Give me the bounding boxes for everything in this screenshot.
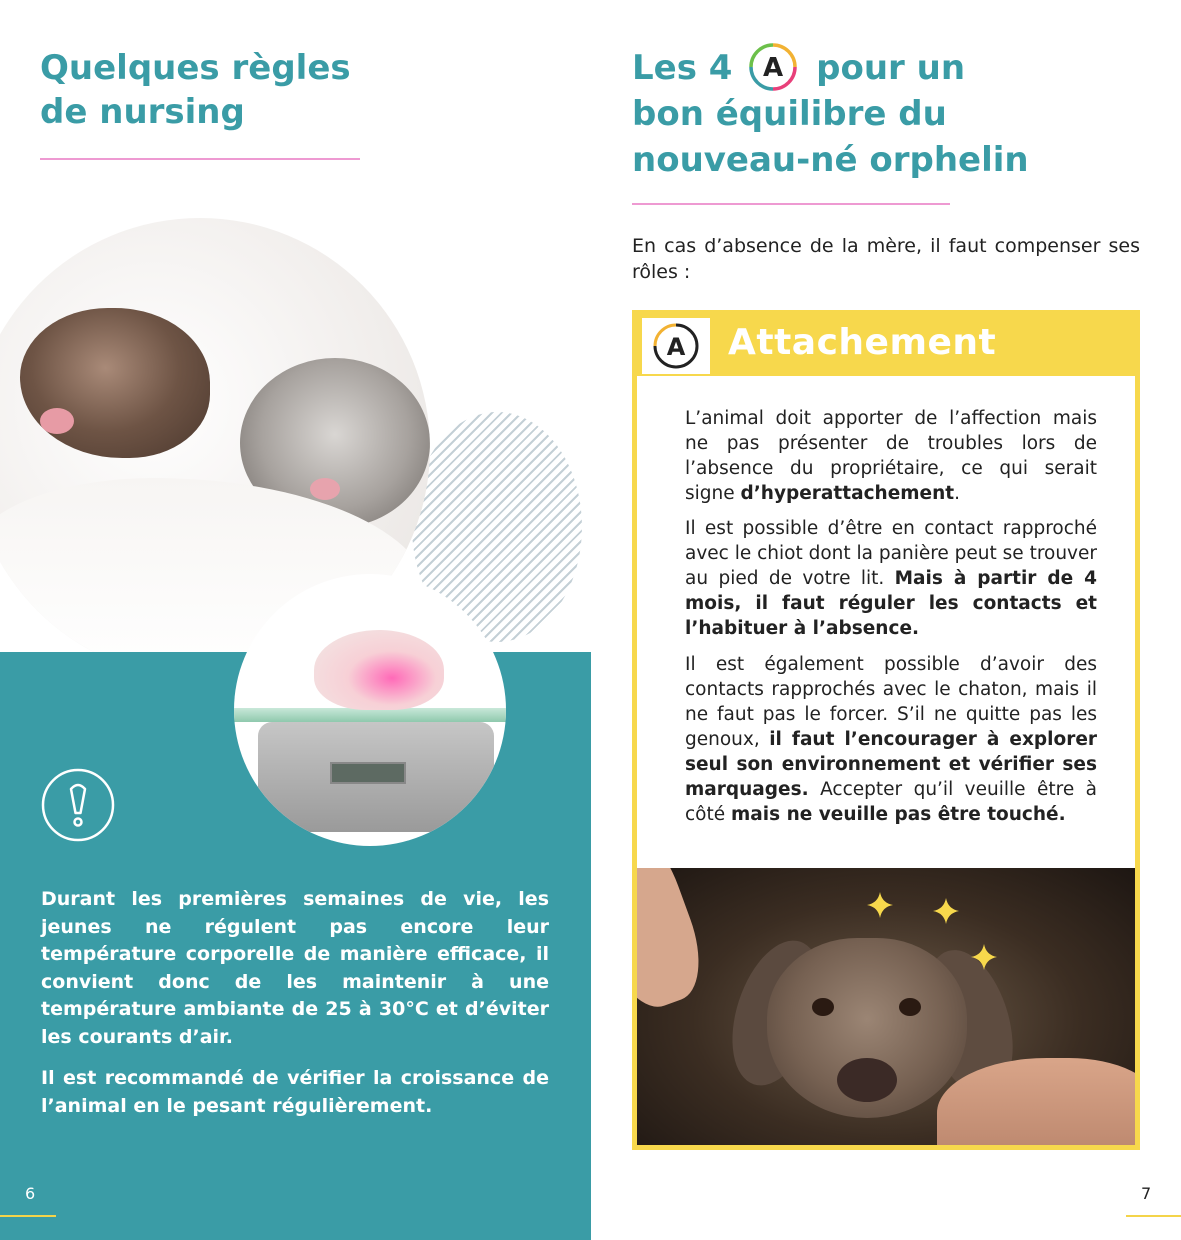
right-page-title: [632, 46, 1092, 184]
puppy-on-scale-photo: [234, 574, 506, 846]
title-divider: [632, 203, 950, 205]
card-icon-box: [642, 318, 710, 374]
sparkle-icon: [865, 890, 895, 920]
hand: [637, 868, 715, 1018]
left-page-title: Quelques règles de nursing: [40, 48, 351, 132]
card-body: [637, 376, 1135, 868]
title-divider: [40, 158, 360, 160]
page-number-underline: [1126, 1215, 1181, 1217]
dog-eye: [899, 998, 921, 1016]
sparkle-icon: [969, 942, 999, 972]
four-a-badge-icon: [748, 42, 798, 92]
title-line-3: nouveau-né orphelin: [632, 140, 1029, 180]
alert-icon: [40, 767, 116, 843]
page-number-left: 6: [25, 1184, 36, 1203]
kitten-tabby: [20, 308, 210, 458]
puppy: [314, 630, 444, 710]
card-paragraph-affection: L’animal doit apporter de l’affection mais ne pas présenter de troubles lors de l’absence du propriétaire, ce qui serait signe d’hyperattachement.: [685, 408, 1097, 504]
card-title: Attachement: [728, 322, 997, 363]
card-paragraph-contact-kitten: Il est également possible d’avoir des contacts rapprochés avec le chaton, mais il ne faut pas le forcer. S’il ne quitte pas les genoux, il faut l’encourager à explorer seul son environnement et vérifier ses marquages. Accepter qu’il veuille être à côté mais ne veuille pas être touché.: [685, 654, 1097, 825]
svg-text:A: A: [763, 52, 784, 83]
card-paragraph-contact-puppy: Il est possible d’être en contact rapproché avec le chiot dont la panière peut se trouver au pied de votre lit. Mais à partir de 4 mois, il faut réguler les contacts et l’habituer à l’absence.: [685, 518, 1097, 639]
attachement-a-icon: [651, 321, 701, 371]
page-number-underline: [0, 1215, 56, 1217]
svg-text:A: A: [666, 333, 686, 361]
dog-photo: [637, 868, 1135, 1145]
attachement-card: [632, 310, 1140, 1150]
intro-text: En cas d’absence de la mère, il faut compenser ses rôles :: [632, 235, 1140, 283]
title-part-2: pour un: [816, 48, 966, 88]
sparkle-icon: [931, 896, 961, 926]
scale-glass-plate: [234, 708, 506, 722]
dog-nose: [837, 1058, 897, 1102]
dog-eye: [812, 998, 834, 1016]
title-line-2: bon équilibre du: [632, 94, 947, 134]
title-part-1: Les 4: [632, 48, 733, 88]
nursing-paragraph-temperature: Durant les premières semaines de vie, les jeunes ne régulent pas encore leur température corporelle de manière efficace, il convient donc de les maintenir à une température ambiante de 25 à 30°C et d’éviter les courants d’air.: [41, 888, 549, 1048]
scale-display: [330, 762, 406, 784]
nursing-paragraph-weighing: Il est recommandé de vérifier la croissance de l’animal en le pesant régulièrement.: [41, 1067, 549, 1117]
page-number-right: 7: [1141, 1184, 1152, 1203]
